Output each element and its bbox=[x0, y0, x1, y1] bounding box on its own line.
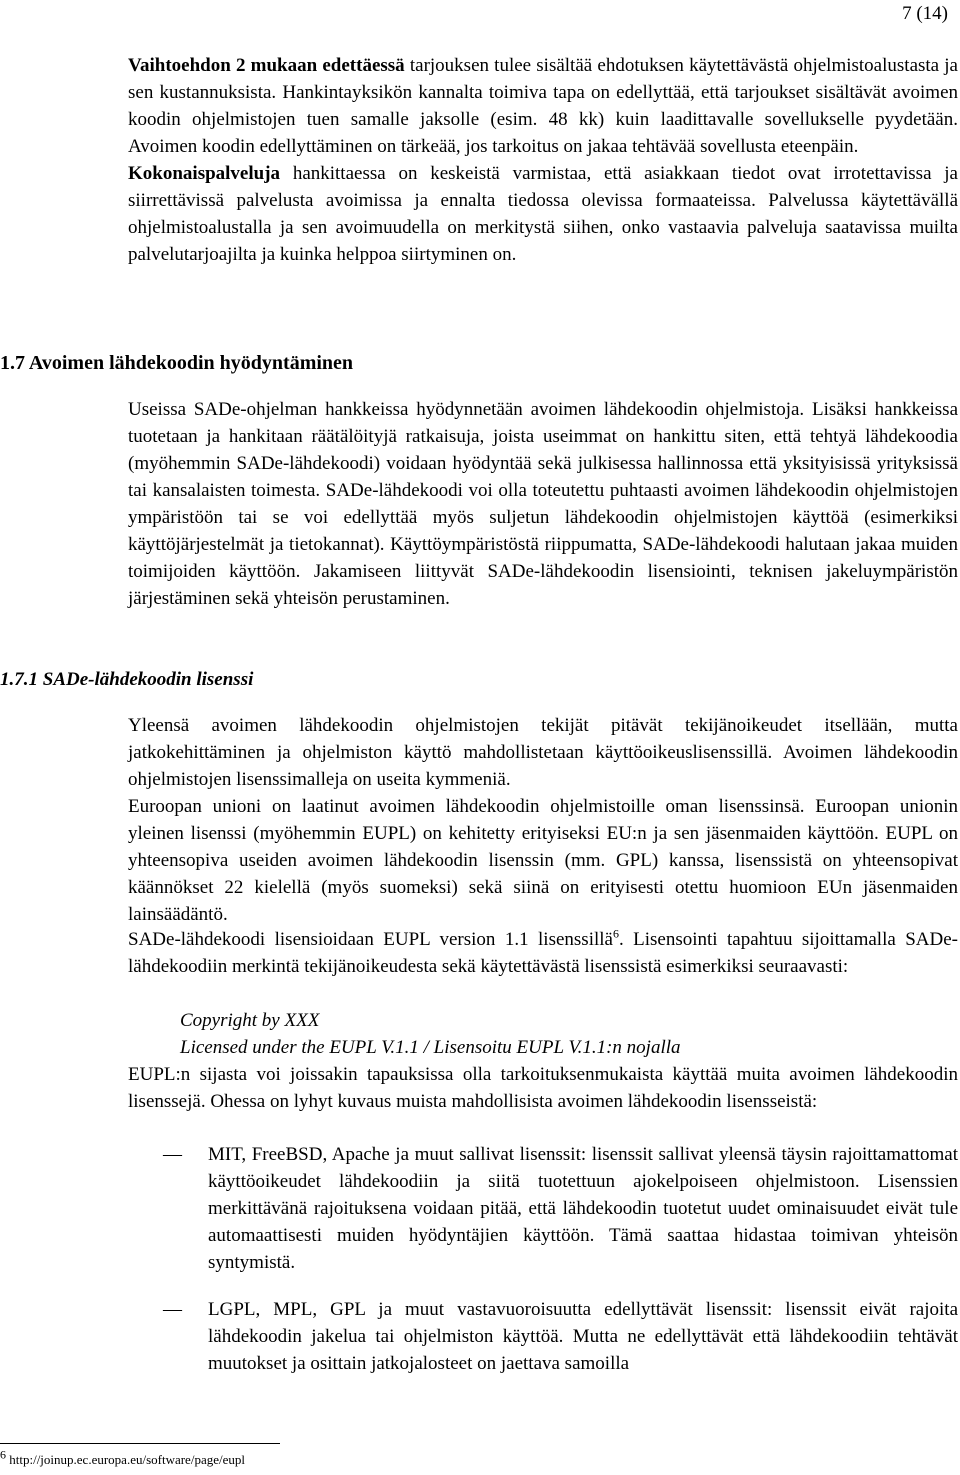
footnote-reference: 6 bbox=[612, 926, 619, 941]
footnote bbox=[0, 1447, 245, 1468]
license-paragraph-3-text-b: . Lisensointi tapahtuu sijoittamalla SADe-lähdekoodiin merkintä tekijänoikeudesta sekä käytettävästä lisenssistä esimerkiksi seuraavasti: bbox=[128, 929, 958, 977]
intro-second-bold: Kokonaispalveluja bbox=[128, 163, 281, 184]
list-item-text: MIT, FreeBSD, Apache ja muut sallivat lisenssit: lisenssit sallivat yleensä täysin rajoittamattomat käyttöoikeudet lähdekoodiin ja siitä tuotettuun ajokelpoiseen ohjelmistoon. Lisenssien merkittävänä rajoituksena voidaan pitää, että lähdekoodin tuotetut uudet ominaisuudet eivät tule automaattisesti muiden hyödyntäjien käyttöön. Tämä saattaa hidastaa toimivan yhteisön syntymistä. bbox=[208, 1144, 958, 1273]
section-body: Useissa SADe-ohjelman hankkeissa hyödynnetään avoimen lähdekoodin ohjelmistoja. Lisäksi hankkeissa tuotetaan ja hankitaan räätälöityjä ratkaisuja, joista useimmat on hankittu siten, että tehtyä lähdekoodia (myöhemmin SADe-lähdekoodi) voidaan hyödyntää sekä julkisessa hallinnossa että yksityisissä yrityksissä tai kansalaisten toimesta. SADe-lähdekoodi voi olla toteutettu puhtaasti avoimen lähdekoodin ohjelmistojen ympäristöön tai se voi edellyttää myös suljetun lähdekoodin ohjelmistojen käyttöä (esimerkiksi käyttöjärjestelmät ja tietokannat). Käyttöympäristöstä riippumatta, SADe-lähdekoodi halutaan jakaa muiden toimijoiden käyttöön. Jakamiseen liittyvät SADe-lähdekoodin lisensiointi, teknisen jakeluympäristön järjestäminen sekä yhteisön perustaminen. bbox=[128, 399, 958, 609]
intro-second-text: hankittaessa on keskeistä varmistaa, että asiakkaan tiedot ovat irrotettavissa ja siirrettävissä palvelusta avoimissa ja ennalta tiedossa olevissa formaateissa. Palvelussa käytettävällä ohjelmistoalustalla ja sen avoimuudella on merkitystä siihen, onko vastaavia palveluja saatavissa muilta palvelutarjoajilta ja kuinka helppoa siirtyminen on. bbox=[128, 163, 958, 265]
page-number: 7 (14) bbox=[902, 3, 948, 24]
list-item bbox=[163, 1141, 958, 1276]
license-paragraph-4: EUPL:n sijasta voi joissakin tapauksissa olla tarkoituksenmukaista käyttää muita avoimen lähdekoodin lisenssejä. Ohessa on lyhyt kuvaus muista mahdollisista avoimen lähdekoodin lisensseistä: bbox=[128, 1064, 958, 1112]
copyright-line: Copyright by XXX bbox=[180, 1010, 320, 1031]
dash-bullet-icon: — bbox=[163, 1144, 182, 1165]
intro-paragraph bbox=[128, 52, 958, 268]
footnote-link[interactable]: http://joinup.ec.europa.eu/software/page/eupl bbox=[9, 1452, 245, 1467]
intro-lead-text: tarjouksen tulee sisältää ehdotuksen käytettävästä ohjelmistoalustasta ja sen kustannuksista. Hankintayksikön kannalta toimiva tapa on edellyttää, että tarjoukset sisältävät avoimen koodin ohjelmistojen tuen samalle jaksolle (esim. 48 kk) kuin laadittavalle sovellukselle pyydetään. Avoimen koodin edellyttäminen on tärkeää, jos tarkoitus on jakaa tehtävää sovellusta eteenpäin. bbox=[128, 55, 958, 157]
dash-bullet-icon: — bbox=[163, 1299, 182, 1320]
license-paragraph-1: Yleensä avoimen lähdekoodin ohjelmistojen tekijät pitävät tekijänoikeudet itsellään, mutta jatkokehittäminen ja ohjelmiston käyttö mahdollistetaan käyttöoikeuslisenssillä. Avoimen lähdekoodin ohjelmistojen lisenssimalleja on useita kymmeniä. bbox=[128, 715, 958, 790]
footnote-divider bbox=[0, 1443, 280, 1444]
intro-lead-bold: Vaihtoehdon 2 mukaan edettäessä bbox=[128, 55, 405, 76]
footnote-number: 6 bbox=[0, 1447, 6, 1462]
license-notice-line: Licensed under the EUPL V.1.1 / Lisensoitu EUPL V.1.1:n nojalla bbox=[180, 1037, 681, 1058]
license-paragraph-2: Euroopan unioni on laatinut avoimen lähdekoodin ohjelmistoille oman lisenssinsä. Euroopan unionin yleinen lisenssi (myöhemmin EUPL) on kehitetty erityiseksi EU:n ja sen jäsenmaiden käyttöön. EUPL on yhteensopiva useiden avoimen lähdekoodin lisenssin (mm. GPL) kanssa, lisenssistä on yhteensopivat käännökset 22 kielellä (myös suomeksi) sekä siinä on erityisesti otettu huomioon EUn jäsenmaiden lainsäädäntö. bbox=[128, 796, 958, 925]
list-item-text: LGPL, MPL, GPL ja muut vastavuoroisuutta edellyttävät lisenssit: lisenssit eivät rajoita lähdekoodin jakelua tai ohjelmiston käyttöä. Mutta ne edellyttävät että lähdekoodiin tehtävät muutokset ja osittain jatkojalosteet on jaettava samoilla bbox=[208, 1299, 958, 1374]
list-item bbox=[163, 1296, 958, 1377]
license-paragraph-3-text-a: SADe-lähdekoodi lisensioidaan EUPL version 1.1 lisenssillä bbox=[128, 929, 613, 950]
subsection-heading: 1.7.1 SADe-lähdekoodin lisenssi bbox=[0, 669, 254, 690]
license-paragraph-3 bbox=[128, 926, 958, 980]
section-heading: 1.7 Avoimen lähdekoodin hyödyntäminen bbox=[0, 352, 354, 374]
